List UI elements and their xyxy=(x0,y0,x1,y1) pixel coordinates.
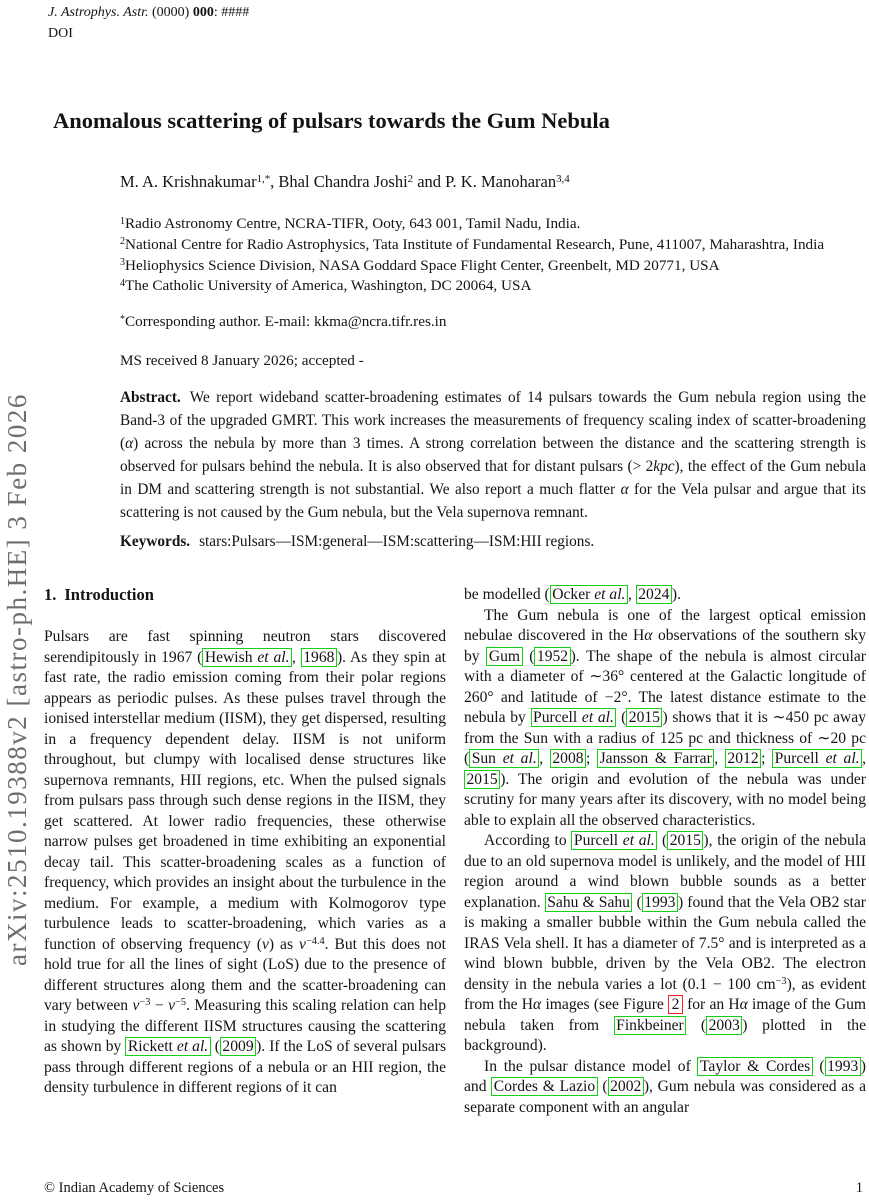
affiliation-2: $^2$National Centre for Radio Astrophysics, Tata Institute of Fundamental Research, Pune, 411007, Maharashtra, India xyxy=(120,235,825,253)
citation-link[interactable]: Cordes & Lazio xyxy=(491,1077,597,1096)
keywords: Keywords. stars:Pulsars—ISM:general—ISM:scattering—ISM:HII regions. xyxy=(120,533,595,551)
citation-link[interactable]: Jansson & Farrar xyxy=(597,749,714,768)
citation-link[interactable]: 2002 xyxy=(608,1077,644,1096)
right-column xyxy=(464,585,866,1118)
page-number: 1 xyxy=(855,1180,863,1196)
affiliation-3: $^3$Heliophysics Science Division, NASA Goddard Space Flight Center, Greenbelt, MD 20771, USA xyxy=(120,256,720,274)
citation-link[interactable]: Gum xyxy=(486,647,522,666)
affiliations xyxy=(120,214,866,297)
abstract: Abstract. We report wideband scatter-broadening estimates of 14 pulsars towards the Gum nebula region using the Band-3 of the upgraded GMRT. This work increases the measurements of frequency scaling index of scatter-broadening (α) across the nebula by more than 3 times. A strong correlation between the distance and the scattering strength is observed for pulsars behind the nebula. It is also observed that for distant pulsars (> 2kpc), the effect of the Gum nebula in DM and scattering strength is not substantial. We also report a much flatter α for the Vela pulsar and argue that its scattering is not caused by the Gum nebula, but the Vela supernova remnant. xyxy=(120,389,866,522)
intro-paragraph-1: Pulsars are fast spinning neutron stars discovered serendipitously in 1967 ( Hewish et al. , 1968 ). As they spin at fast rate, the radio emission coming from their polar regions appears as periodic pulses. As these pulses travel through the ionised interstellar medium (IISM), they get dispersed, resulting in a frequency dependent delay. IISM is not uniform throughout, but clumpy with localised dense structures like supernova remnants, HII regions, etc. When the pulsed signals from pulsars pass through such dense regions in the IISM, they get scattered. At lower radio frequencies, these otherwise narrow pulses get broadened in time exhibiting an exponential decay tail. This scatter-broadening scales as a function of frequency, which provides an insight about the turbulence in the medium. For example, a medium with Kolmogorov type turbulence leads to scatter-broadening, which varies as a function of observing frequency (ν) as $\nu^{-4.4}$. But this does not hold true for all the lines of sight (LoS) due to the presence of different structures along them and the scatter-broadening can vary between $\nu^{-3} - \nu^{-5}$. Measuring this scaling relation can help in studying the different IISM structures causing the scattering as shown by Rickett et al. ( 2009 ). If the LoS of several pulsars pass through different regions of a nebula or an HII region, the density turbulence in different regions of it can xyxy=(44,628,447,1096)
section-heading-introduction xyxy=(44,585,446,605)
journal-citation-line: J. Astrophys. Astr. (0000) 000: #### xyxy=(48,5,250,20)
citation-link[interactable]: Purcell et al. xyxy=(571,831,657,850)
section-label: Introduction xyxy=(64,585,154,604)
section-number: 1. xyxy=(44,585,57,604)
citation-link[interactable]: 2009 xyxy=(220,1037,256,1056)
front-matter xyxy=(120,172,866,551)
journal-header xyxy=(48,4,249,43)
author-line: M. A. Krishnakumar$^{1,*}$, Bhal Chandra Joshi$^2$ and P. K. Manoharan$^{3,4}$ xyxy=(120,172,570,191)
citation-link[interactable]: Sun et al. xyxy=(469,749,539,768)
citation-link[interactable]: 2003 xyxy=(706,1016,742,1035)
affiliation-4: $^4$The Catholic University of America, Washington, DC 20064, USA xyxy=(120,277,532,295)
citation-link[interactable]: 1993 xyxy=(825,1057,861,1076)
intro-paragraph-3: According to Purcell et al. ( 2015 ), the origin of the nebula due to an old supernova model is unlikely, and the model of HII region around a wind blown bubble sounds as a better explanation. Sahu & Sahu ( 1993 ) found that the Vela OB2 star is making a smaller bubble within the Gum nebula called the IRAS Vela shell. It has a diameter of 7.5° and is interpreted as a wind blown bubble, driven by the Vela OB2. The electron density in the nebula varies a lot (0.1 − 100 $cm^{-3}$), as evident from the Hα images (see Figure 2 for an Hα image of the Gum nebula taken from Finkbeiner ( 2003 ) plotted in the background). xyxy=(464,832,867,1054)
citation-link[interactable]: Hewish et al. xyxy=(202,648,292,667)
ms-received-line: MS received 8 January 2026; accepted - xyxy=(120,352,364,370)
copyright-notice: © Indian Academy of Sciences xyxy=(44,1180,225,1196)
citation-link[interactable]: 2015 xyxy=(667,831,703,850)
citation-link[interactable]: 1993 xyxy=(642,893,678,912)
citation-link[interactable]: Finkbeiner xyxy=(614,1016,687,1035)
citation-link[interactable]: 2024 xyxy=(636,585,672,604)
citation-link[interactable]: Taylor & Cordes xyxy=(697,1057,812,1076)
citation-link[interactable]: 2012 xyxy=(725,749,761,768)
page-footer xyxy=(44,1180,863,1197)
figure-ref-link[interactable]: 2 xyxy=(668,995,683,1014)
intro-paragraph-4: In the pulsar distance model of Taylor & Cordes ( 1993 ) and Cordes & Lazio ( 2002 ), Gum nebula was considered as a separate component with an angular xyxy=(464,1057,866,1116)
citation-link[interactable]: Ocker et al. xyxy=(550,585,628,604)
paper-title: Anomalous scattering of pulsars towards the Gum Nebula xyxy=(53,108,610,133)
corresponding-author-line: *Corresponding author. E-mail: kkma@ncra.tifr.res.in xyxy=(120,313,447,331)
citation-link[interactable]: 2015 xyxy=(464,770,500,789)
doi-line: DOI xyxy=(48,26,73,41)
body-columns xyxy=(44,585,866,1118)
citation-link[interactable]: 2008 xyxy=(550,749,586,768)
citation-link[interactable]: Sahu & Sahu xyxy=(545,893,633,912)
citation-link[interactable]: Rickett et al. xyxy=(125,1037,210,1056)
arxiv-watermark: arXiv:2510.19388v2 [astro-ph.HE] 3 Feb 2026 xyxy=(2,393,32,966)
intro-paragraph-2: The Gum nebula is one of the largest optical emission nebulae discovered in the Hα observations of the southern sky by Gum ( 1952 ). The shape of the nebula is almost circular with a diameter of ∼36° centered at the Galactic longitude of 260° and latitude of −2°. The latest distance estimate to the nebula by Purcell et al. ( 2015 ) shows that it is ∼450 pc away from the Sun with a radius of 125 pc and thickness of ∼20 pc ( Sun et al. , 2008 ; Jansson & Farrar , 2012 ; Purcell et al. , 2015 ). The origin and evolution of the nebula was under scrutiny for many years after its discovery, with no model being able to explain all the observed characteristics. xyxy=(464,606,867,829)
citation-link[interactable]: 2015 xyxy=(626,708,662,727)
citation-link[interactable]: Purcell et al. xyxy=(772,749,862,768)
intro-paragraph-1-continued: be modelled ( Ocker et al. , 2024 ). xyxy=(464,586,682,603)
left-column xyxy=(44,585,446,1118)
affiliation-1: $^1$Radio Astronomy Centre, NCRA-TIFR, Ooty, 643 001, Tamil Nadu, India. xyxy=(120,215,581,232)
citation-link[interactable]: 1952 xyxy=(534,647,570,666)
citation-link[interactable]: Purcell et al. xyxy=(531,708,617,727)
citation-link[interactable]: 1968 xyxy=(301,648,337,667)
